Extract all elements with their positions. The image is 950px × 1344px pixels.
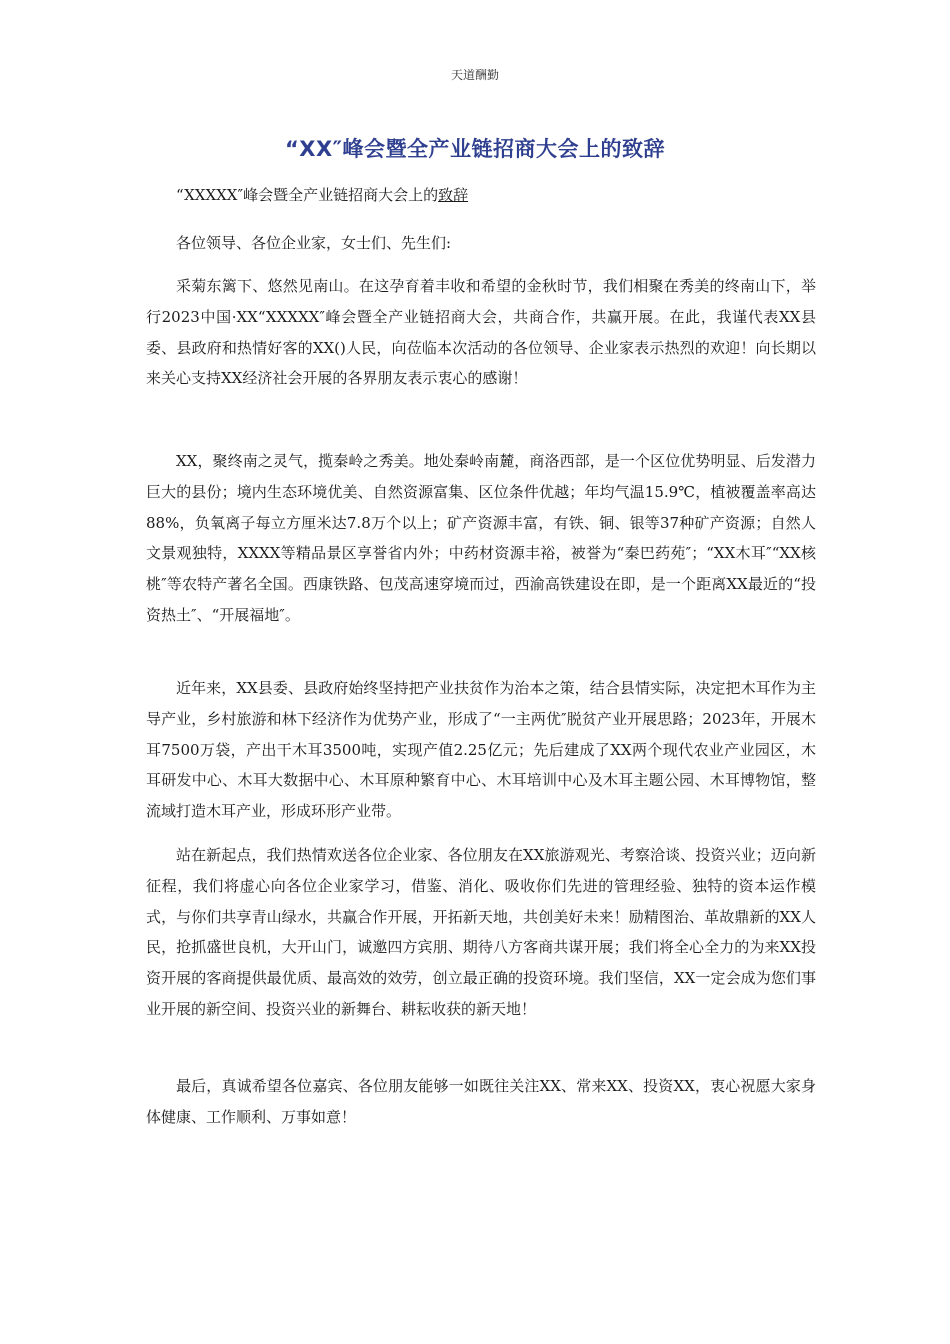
- subtitle-text: “XXXXX″峰会暨全产业链招商大会上的: [176, 186, 439, 204]
- paragraph-invitation: 站在新起点，我们热情欢送各位企业家、各位朋友在XX旅游观光、考察洽谈、投资兴业；迈向新征程，我们将虚心向各位企业家学习，借鉴、消化、吸收你们先进的管理经验、独特的资本运作模式，与你们共享青山绿水，共赢合作开展，开拓新天地，共创美好未来！励精图治、革故鼎新的XX人民，抢抓盛世良机，大开山门，诚邀四方宾朋、期待八方客商共谋开展；我们将全心全力的为来XX投资开展的客商提供最优质、最高效的效劳，创立最正确的投资环境。我们坚信，XX一定会成为您们事业开展的新空间、投资兴业的新舞台、耕耘收获的新天地！: [146, 846, 816, 1018]
- paragraph-4-block: [146, 840, 816, 1025]
- paragraph-2-block: [146, 446, 816, 631]
- paragraph-industry: 近年来，XX县委、县政府始终坚持把产业扶贫作为治本之策，结合县情实际，决定把木耳作为主导产业，乡村旅游和林下经济作为优势产业，形成了“一主两优″脱贫产业开展思路；2023年，开展木耳7500万袋，产出干木耳3500吨，实现产值2.25亿元；先后建成了XX两个现代农业产业园区，木耳研发中心、木耳大数据中心、木耳原种繁育中心、木耳培训中心及木耳主题公园、木耳博物馆，整流域打造木耳产业，形成环形产业带。: [146, 679, 816, 821]
- paragraph-county-profile: XX，聚终南之灵气，揽秦岭之秀美。地处秦岭南麓，商洛西部，是一个区位优势明显、后发潜力巨大的县份；境内生态环境优美、自然资源富集、区位条件优越；年均气温15.9℃，植被覆盖率高达88%，负氧离子每立方厘米达7.8万个以上；矿产资源丰富，有铁、铜、银等37种矿产资源；自然人文景观独特，XXXX等精品景区享誉省内外；中药材资源丰裕，被誉为“秦巴药苑″；“XX木耳″“XX核桃″等农特产著名全国。西康铁路、包茂高速穿境而过，西渝高铁建设在即，是一个距离XX最近的“投资热土″、“开展福地″。: [146, 452, 816, 624]
- subtitle-underlined-text: 致辞: [438, 186, 469, 204]
- paragraph-1-block: [146, 271, 816, 394]
- salutation-block: [146, 228, 816, 259]
- paragraph-closing: 最后，真诚希望各位嘉宾、各位朋友能够一如既往关注XX、常来XX、投资XX，衷心祝愿大家身体健康、工作顺利、万事如意！: [146, 1077, 816, 1126]
- page-header: 天道酬勤: [450, 68, 499, 82]
- document-title: “XX″峰会暨全产业链招商大会上的致辞: [284, 137, 666, 161]
- subtitle-paragraph: [146, 180, 816, 211]
- subtitle-line: [146, 180, 816, 211]
- paragraph-intro: 采菊东篱下、悠然见南山。在这孕育着丰收和希望的金秋时节，我们相聚在秀美的终南山下，举行2023中国·XX“XXXXX″峰会暨全产业链招商大会，共商合作，共赢开展。在此，我谨代表XX县委、县政府和热情好客的XX()人民，向莅临本次活动的各位领导、企业家表示热烈的欢迎！向长期以来关心支持XX经济社会开展的各界朋友表示衷心的感谢！: [146, 277, 816, 388]
- salutation: 各位领导、各位企业家，女士们、先生们:: [176, 234, 452, 252]
- paragraph-3-block: [146, 673, 816, 827]
- paragraph-5-block: [146, 1071, 816, 1133]
